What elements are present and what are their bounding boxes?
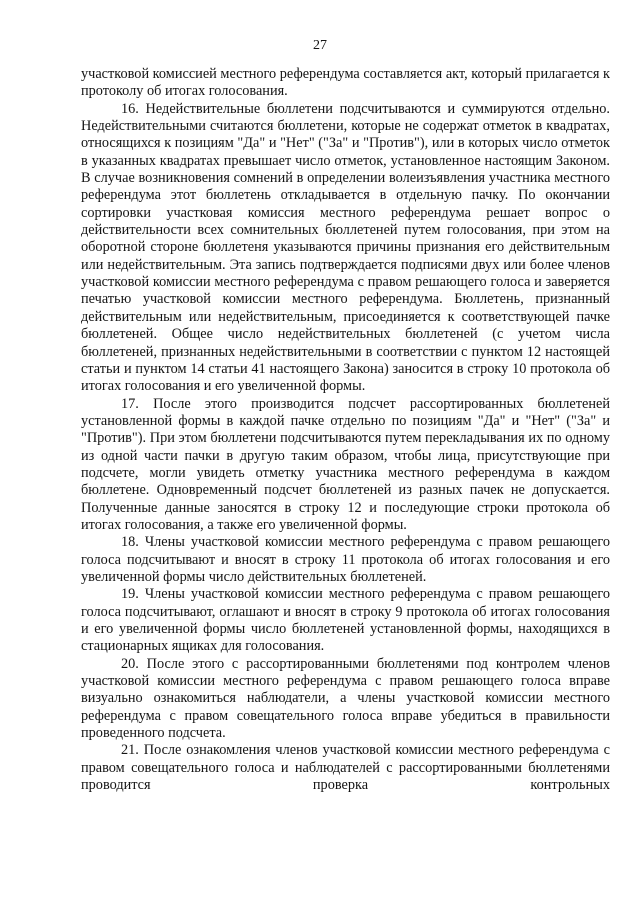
paragraph-21: 21. После ознакомления членов участковой комиссии местного референдума с правом совещательного голоса и наблюдателей с рассортированными бюллетенями проводится проверка контрольных — [81, 742, 610, 794]
page-number: 27 — [313, 38, 327, 53]
paragraph-19: 19. Члены участковой комиссии местного референдума с правом решающего голоса подсчитывают, оглашают и вносят в строку 9 протокола об итогах голосования и его увеличенной формы число бюллетеней установленной формы, находящихся в стационарных ящиках для голосования. — [81, 586, 610, 655]
paragraph-16: 16. Недействительные бюллетени подсчитываются и суммируются отдельно. Недействительными считаются бюллетени, которые не содержат отметок в квадратах, относящихся к позициям "Да" и "Нет" ("За" и "Против"), или в которых число отметок в указанных квадратах превышает число отметок, установленное настоящим Законом. В случае возникновения сомнений в определении волеизъявления участника местного референдума этот бюллетень откладывается в отдельную пачку. По окончании сортировки участковая комиссия местного референдума решает вопрос о действительности всех сомнительных бюллетеней путем голосования, при этом на оборотной стороне бюллетеня указываются причины признания его действительным или недействительным. Эта запись подтверждается подписями двух или более членов участковой комиссии местного референдума с правом решающего голоса и заверяется печатью участковой комиссии местного референдума. Бюллетень, признанный действительным или недействительным, присоединяется к соответствующей пачке бюллетеней. Общее число недействительных бюллетеней (с учетом числа бюллетеней, признанных недействительными в соответствии с пунктом 12 настоящей статьи и пунктом 14 статьи 41 настоящего Закона) заносится в строку 10 протокола об итогах голосования и его увеличенной формы. — [81, 100, 610, 395]
paragraph-20: 20. После этого с рассортированными бюллетенями под контролем членов участковой комиссии местного референдума с правом решающего голоса вправе визуально ознакомиться наблюдатели, а члены участковой комиссии местного референдума с правом совещательного голоса вправе убедиться в правильности проведенного подсчета. — [81, 655, 610, 742]
paragraph-intro: участковой комиссией местного референдума составляется акт, который прилагается к протоколу об итогах голосования. — [81, 66, 610, 100]
paragraph-17: 17. После этого производится подсчет рассортированных бюллетеней установленной формы в каждой пачке отдельно по позициям "Да" и "Нет" ("За" и "Против"). При этом бюллетени подсчитываются путем перекладывания их по одному из одной части пачки в другую таким образом, чтобы лица, присутствующие при подсчете, могли увидеть отметку участника местного референдума в каждом бюллетене. Одновременный подсчет бюллетеней из разных пачек не допускается. Полученные данные заносятся в строку 12 и последующие строки протокола об итогах голосования, а также его увеличенной формы. — [81, 395, 610, 533]
document-body — [81, 66, 610, 794]
paragraph-18: 18. Члены участковой комиссии местного референдума с правом решающего голоса подсчитывают и вносят в строку 11 протокола об итогах голосования и его увеличенной формы число действительных бюллетеней. — [81, 534, 610, 585]
